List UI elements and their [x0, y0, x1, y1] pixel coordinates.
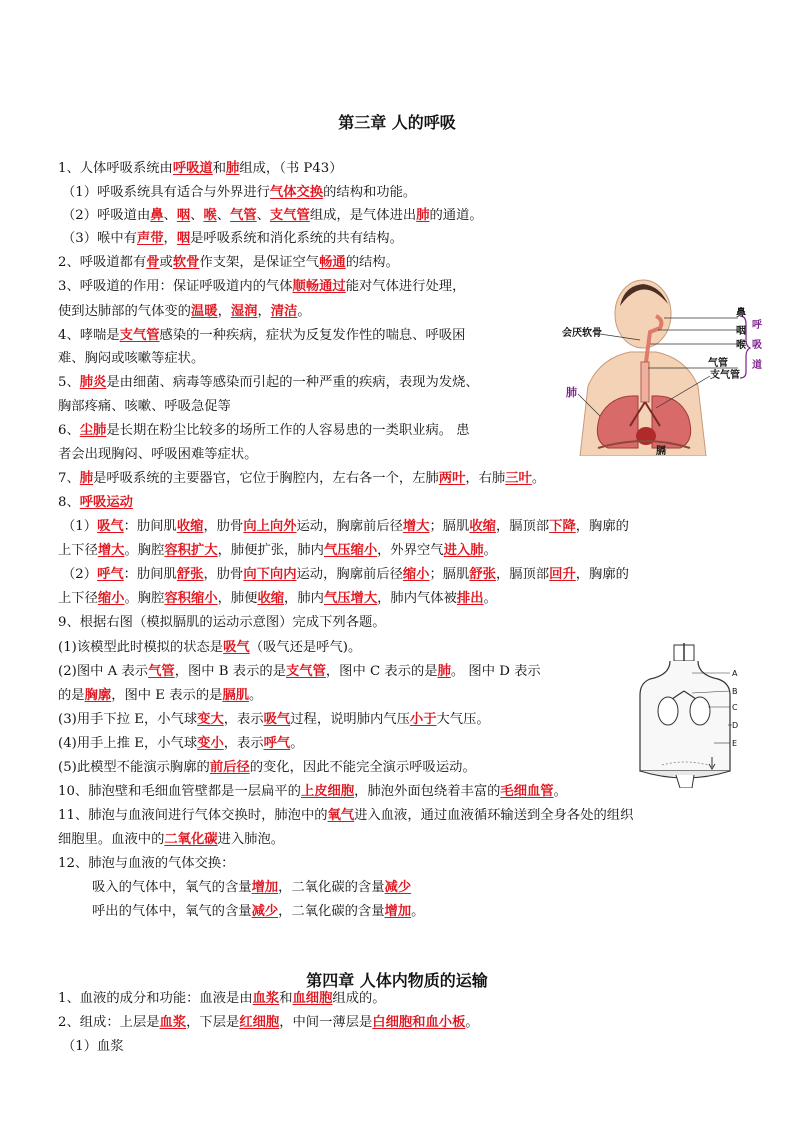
text-line	[58, 614, 386, 632]
text-segment: 7、	[58, 471, 80, 486]
keyword-answer: 鼻	[150, 208, 164, 223]
text-segment: 。	[249, 688, 263, 703]
text-segment: ，二氧化碳的含量	[278, 904, 385, 919]
text-segment: 1、血液的成分和功能：血液是由	[58, 991, 253, 1006]
keyword-answer: 排出	[456, 591, 484, 606]
text-line	[62, 207, 483, 225]
text-segment: 。	[465, 1015, 479, 1030]
text-segment: 细胞里。血液中的	[58, 832, 165, 847]
text-segment: 的变化，因此不能完全演示呼吸运动。	[249, 760, 476, 775]
label-epiglottis: 会厌软骨	[562, 328, 602, 339]
text-segment: ，胸廓的	[575, 519, 629, 534]
text-line	[58, 807, 633, 825]
text-line	[58, 687, 262, 705]
text-segment: 和	[212, 161, 227, 176]
text-segment: 2、组成：上层是	[58, 1015, 160, 1030]
keyword-answer: 气压缩小	[323, 543, 378, 558]
label-A: A	[732, 669, 738, 678]
text-segment: ，外界空气	[377, 543, 444, 558]
text-segment: 或	[159, 255, 173, 270]
label-B: B	[732, 687, 738, 696]
text-segment: （3）喉中有	[62, 231, 137, 246]
label-lung: 肺	[566, 386, 577, 399]
keyword-answer: 氧气	[327, 808, 355, 823]
text-segment: (1)该模型此时模拟的状态是	[58, 640, 224, 655]
text-line	[58, 327, 465, 345]
keyword-answer: 收缩	[176, 519, 204, 534]
keyword-answer: 白细胞和血小板	[372, 1015, 466, 1030]
text-segment: 吸入的气体中，氧气的含量	[92, 880, 252, 895]
text-segment: （2）呼吸道由	[62, 208, 151, 223]
text-line	[58, 542, 497, 560]
keyword-answer: 呼气	[97, 567, 124, 582]
text-segment: 难、胸闷或咳嗽等症状。	[58, 351, 205, 366]
keyword-answer: 骨	[146, 255, 160, 270]
text-segment: 1、人体呼吸系统由	[58, 161, 173, 176]
keyword-answer: 气压增大	[323, 591, 378, 606]
text-segment: 大气压。	[436, 712, 490, 727]
text-segment: 。	[553, 784, 567, 799]
text-segment: ，图中 B 表示的是	[174, 664, 286, 679]
keyword-answer: 两叶	[438, 471, 466, 486]
text-segment: 11、肺泡与血液间进行气体交换时，肺泡中的	[58, 808, 328, 823]
text-segment: 6、	[58, 423, 80, 438]
text-segment: (5)此模型不能演示胸廓的	[58, 760, 210, 775]
text-line	[58, 398, 231, 416]
text-segment: ；膈肌	[429, 519, 470, 534]
keyword-answer: 支气管	[119, 328, 160, 343]
label-bronchus: 支气管	[710, 370, 740, 381]
text-segment: ，肺内气体被	[377, 591, 457, 606]
text-segment: 12、肺泡与血液的气体交换：	[58, 856, 235, 871]
keyword-answer: 声带	[136, 231, 164, 246]
text-line	[92, 879, 411, 897]
text-segment: （1）	[62, 519, 98, 534]
text-line	[58, 759, 476, 777]
keyword-answer: 小于	[409, 712, 437, 727]
text-segment: 的通道。	[429, 208, 483, 223]
text-segment: ，肋骨	[203, 519, 244, 534]
text-segment: （1）血浆	[62, 1039, 124, 1054]
text-line	[58, 494, 133, 512]
text-segment: 。 图中 D 表示	[450, 664, 541, 679]
text-segment: 的是	[58, 688, 85, 703]
text-segment: 运动，胸廓前后径	[296, 567, 403, 582]
keyword-answer: 咽	[176, 231, 191, 246]
text-segment: ，肺内	[284, 591, 324, 606]
label-larynx: 喉	[736, 340, 746, 351]
keyword-answer: 气管	[230, 208, 257, 223]
text-line	[58, 783, 567, 801]
keyword-answer: 红细胞	[239, 1015, 280, 1030]
keyword-answer: 尘肺	[79, 423, 107, 438]
respiratory-system-figure	[560, 276, 765, 456]
respiratory-system-illustration	[560, 276, 765, 456]
text-segment: 。	[297, 304, 311, 319]
text-segment: 上下径	[58, 591, 98, 606]
keyword-answer: 增加	[384, 904, 412, 919]
label-diaphragm: 膈	[656, 446, 666, 456]
keyword-answer: 胸廓	[84, 688, 112, 703]
text-line	[58, 446, 257, 464]
keyword-answer: 前后径	[209, 760, 250, 775]
text-line	[58, 990, 386, 1008]
chapter3-title: 第三章 人的呼吸	[338, 113, 456, 132]
text-segment: ，肺便	[217, 591, 258, 606]
text-segment: 。胸腔	[124, 543, 165, 558]
text-line	[58, 663, 541, 681]
label-trachea: 气管	[708, 358, 728, 369]
keyword-answer: 支气管	[269, 208, 310, 223]
text-segment: 的结构。	[345, 255, 399, 270]
keyword-answer: 收缩	[257, 591, 285, 606]
text-segment: 上下径	[58, 543, 98, 558]
text-segment: 进入血液，通过血液循环输送到全身各处的组织	[354, 808, 634, 823]
keyword-answer: 喉	[203, 208, 217, 223]
text-line	[58, 350, 204, 368]
text-line	[62, 184, 416, 202]
text-segment: 3、呼吸道的作用：保证呼吸道内的气体	[58, 279, 293, 294]
keyword-answer: 肺	[416, 208, 430, 223]
keyword-answer: 肺炎	[79, 375, 107, 390]
text-line	[58, 422, 470, 440]
keyword-answer: 向上向外	[243, 519, 297, 534]
keyword-answer: 容积缩小	[164, 591, 218, 606]
text-segment: (2)图中 A 表示	[58, 664, 149, 679]
text-segment: 的结构和功能。	[323, 185, 417, 200]
keyword-answer: 吸气	[97, 519, 124, 534]
keyword-answer: 减少	[251, 904, 279, 919]
text-segment: ，胸廓的	[575, 567, 629, 582]
keyword-answer: 变大	[197, 712, 224, 727]
text-segment: 4、哮喘是	[58, 328, 120, 343]
text-line	[58, 278, 465, 296]
label-C: C	[732, 703, 738, 712]
keyword-answer: 下降	[549, 519, 576, 534]
text-line	[58, 254, 399, 272]
text-line	[58, 590, 497, 608]
text-segment: 10、肺泡壁和毛细血管壁都是一层扁平的	[58, 784, 301, 799]
keyword-answer: 毛细血管	[500, 784, 554, 799]
text-segment: 。	[531, 471, 546, 486]
keyword-answer: 清洁	[270, 304, 298, 319]
text-segment: 2、呼吸道都有	[58, 255, 147, 270]
text-segment: ，	[163, 231, 177, 246]
text-line	[58, 160, 343, 178]
keyword-answer: 血浆	[252, 991, 280, 1006]
text-segment: 、	[163, 208, 177, 223]
text-segment: ，图中 E 表示的是	[111, 688, 223, 703]
text-segment: ：肋间肌	[123, 567, 177, 582]
text-line	[92, 903, 424, 921]
text-line	[58, 855, 234, 873]
label-respiratory-tract: 呼 吸 道	[752, 320, 762, 371]
text-line	[58, 831, 284, 849]
keyword-answer: 增加	[251, 880, 279, 895]
keyword-answer: 呼气	[263, 736, 291, 751]
text-segment: ，表示	[223, 712, 264, 727]
text-segment: 胸部疼痛、咳嗽、呼吸急促等	[58, 399, 231, 414]
keyword-answer: 肺	[226, 161, 240, 176]
text-segment: ：肋间肌	[123, 519, 177, 534]
keyword-answer: 收缩	[469, 519, 496, 534]
keyword-answer: 呼吸运动	[79, 495, 133, 510]
label-pharynx: 咽	[736, 326, 746, 337]
text-segment: ，中间一薄层是	[279, 1015, 373, 1030]
text-segment: 组成，（书 P43）	[239, 161, 343, 176]
text-segment: ，肺便扩张，肺内	[217, 543, 324, 558]
text-segment: ，膈顶部	[495, 519, 550, 534]
keyword-answer: 二氧化碳	[164, 832, 218, 847]
text-segment: ，表示	[223, 736, 264, 751]
label-D: D	[732, 721, 739, 730]
text-segment: 。胸腔	[124, 591, 165, 606]
keyword-answer: 血浆	[159, 1015, 187, 1030]
text-segment: ，右肺	[465, 471, 506, 486]
keyword-answer: 减少	[384, 880, 412, 895]
keyword-answer: 支气管	[286, 664, 326, 679]
text-segment: ，二氧化碳的含量	[278, 880, 385, 895]
keyword-answer: 进入肺	[443, 543, 484, 558]
text-line	[58, 711, 490, 729]
text-segment: 感染的一种疾病，症状为反复发作性的喘息、呼吸困	[159, 328, 466, 343]
keyword-answer: 增大	[402, 519, 430, 534]
keyword-answer: 肺	[437, 664, 451, 679]
keyword-answer: 容积扩大	[164, 543, 218, 558]
keyword-answer: 舒张	[176, 567, 204, 582]
keyword-answer: 增大	[97, 543, 125, 558]
text-segment: 能对气体进行处理，	[345, 279, 466, 294]
label-E: E	[732, 739, 738, 748]
text-segment: ，	[217, 304, 231, 319]
text-segment: 进入肺泡。	[217, 832, 285, 847]
diaphragm-model-figure	[632, 643, 742, 788]
text-line	[62, 230, 403, 248]
bell-jar-illustration	[632, 643, 742, 788]
text-segment: （1）呼吸系统具有适合与外界进行	[62, 185, 270, 200]
keyword-answer: 血细胞	[292, 991, 333, 1006]
text-line	[58, 735, 304, 753]
text-segment: (4)用手上推 E，小气球	[58, 736, 198, 751]
text-segment: ，下层是	[186, 1015, 240, 1030]
keyword-answer: 变小	[197, 736, 224, 751]
text-segment: 者会出现胸闷、呼吸困难等症状。	[58, 447, 258, 462]
keyword-answer: 膈肌	[222, 688, 250, 703]
text-segment: ，肋骨	[203, 567, 244, 582]
text-segment: 组成，是气体进出	[309, 208, 417, 223]
text-segment: 作支架，是保证空气	[199, 255, 320, 270]
text-line	[58, 470, 545, 488]
text-line	[62, 1038, 124, 1056]
text-segment: 使到达肺部的气体变的	[58, 304, 191, 319]
text-segment: (3)用手下拉 E，小气球	[58, 712, 198, 727]
text-segment: 、	[256, 208, 270, 223]
text-line	[62, 566, 629, 584]
text-segment: 。	[483, 543, 497, 558]
text-segment: 5、	[58, 375, 80, 390]
text-segment: 运动，胸廓前后径	[296, 519, 403, 534]
text-segment: 。	[411, 904, 425, 919]
chapter4-title: 第四章 人体内物质的运输	[306, 971, 488, 990]
text-segment: 。	[290, 736, 304, 751]
keyword-answer: 气管	[148, 664, 175, 679]
keyword-answer: 吸气	[223, 640, 250, 655]
text-segment: ，图中 C 表示的是	[325, 664, 438, 679]
keyword-answer: 向下向内	[243, 567, 297, 582]
text-segment: ；膈肌	[429, 567, 470, 582]
text-segment: 、	[190, 208, 204, 223]
text-line	[62, 518, 629, 536]
text-segment: 是由细菌、病毒等感染而引起的一种严重的疾病，表现为发烧、	[106, 375, 479, 390]
text-segment: 、	[216, 208, 231, 223]
keyword-answer: 缩小	[402, 567, 430, 582]
keyword-answer: 湿润	[230, 304, 258, 319]
text-segment: 9、根据右图（模拟膈肌的运动示意图）完成下列各题。	[58, 615, 386, 630]
keyword-answer: 咽	[176, 208, 191, 223]
text-segment: 。	[483, 591, 497, 606]
text-segment: （2）	[62, 567, 98, 582]
keyword-answer: 肺	[79, 471, 94, 486]
text-line	[58, 374, 479, 392]
text-segment: 呼出的气体中，氧气的含量	[92, 904, 252, 919]
text-segment: 是呼吸系统和消化系统的共有结构。	[190, 231, 403, 246]
text-segment: 和	[279, 991, 293, 1006]
text-line	[58, 1014, 479, 1032]
text-segment: ，肺泡外面包绕着丰富的	[354, 784, 501, 799]
text-segment: 8、	[58, 495, 80, 510]
text-segment: ，膈顶部	[495, 567, 550, 582]
text-segment: （吸气还是呼气)。	[249, 640, 362, 655]
keyword-answer: 软骨	[172, 255, 200, 270]
text-line	[58, 303, 311, 321]
keyword-answer: 舒张	[469, 567, 496, 582]
keyword-answer: 畅通	[319, 255, 346, 270]
text-segment: 是呼吸系统的主要器官，它位于胸腔内，左右各一个，左肺	[93, 471, 439, 486]
keyword-answer: 三叶	[505, 471, 532, 486]
text-segment: 过程，说明肺内气压	[290, 712, 410, 727]
text-segment: 组成的。	[332, 991, 386, 1006]
text-segment: ，	[257, 304, 271, 319]
keyword-answer: 气体交换	[269, 185, 324, 200]
keyword-answer: 回升	[549, 567, 576, 582]
keyword-answer: 温暖	[190, 304, 218, 319]
text-line	[58, 639, 361, 657]
keyword-answer: 顺畅通过	[292, 279, 346, 294]
keyword-answer: 缩小	[97, 591, 125, 606]
keyword-answer: 上皮细胞	[300, 784, 355, 799]
text-segment: 是长期在粉尘比较多的场所工作的人容易患的一类职业病。 患	[106, 423, 470, 438]
keyword-answer: 吸气	[263, 712, 291, 727]
label-nose: 鼻	[736, 308, 746, 319]
keyword-answer: 呼吸道	[172, 161, 213, 176]
